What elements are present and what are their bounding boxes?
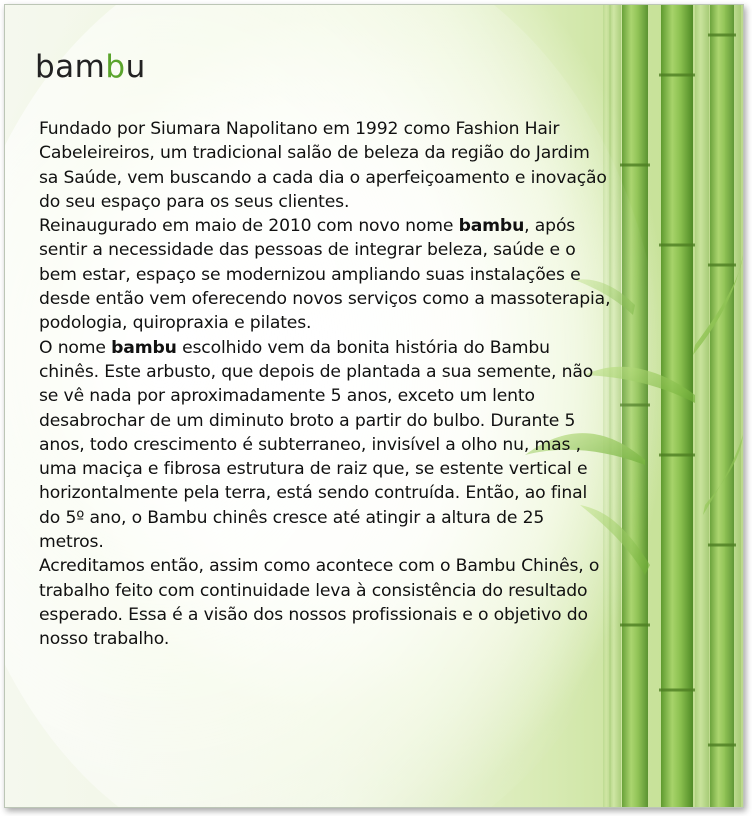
paragraph-3-brand: bambu (111, 337, 177, 358)
paragraph-3-text-start: O nome (39, 337, 112, 358)
paragraph-1-text: Fundado por Siumara Napolitano em 1992 como Fashion Hair Cabeleireiros, um tradicional salão de beleza da região do Jardim sa Saúde, vem buscando a cada dia o aperfeiçoamento e inovação do seu espaço para os seus clientes. (39, 119, 607, 212)
about-text (39, 117, 611, 652)
paragraph-4-text: Acreditamos então, assim como acontece com o Bambu Chinês, o trabalho feito com continuidade leva à consistência do resultado esperado. Essa é a visão dos nossos profissionais e o objetivo do nosso trabalho. (39, 556, 600, 650)
logo-text-prefix: bam (35, 49, 106, 85)
paragraph-history (39, 117, 611, 214)
paragraph-2-text-start: Reinaugurado em maio de 2010 com novo nome (39, 216, 459, 237)
paragraph-vision (39, 554, 611, 651)
paragraph-reopening (39, 214, 611, 335)
paragraph-2-text-end: , após sentir a necessidade das pessoas de integrar beleza, saúde e o bem estar, espaço se modernizou ampliando suas instalações e desde então vem oferecendo novos serviços como a massoterapia, podologia, quiropraxia e pilates. (39, 216, 611, 334)
logo-text-accent: b (105, 49, 126, 85)
bambu-logo (35, 49, 146, 85)
paragraph-3-text-end: escolhido vem da bonita história do Bambu chinês. Este arbusto, que depois de plantada a sua semente, não se vê nada por aproximadamente 5 anos, exceto um lento desabrochar de um diminuto broto a partir do bulbo. Durante 5 anos, todo crescimento é subterraneo, invisível a olho nu, mas , uma maciça e fibrosa estrutura de raiz que, se estente vertical e horizontalmente pela terra, está sendo contruída. Então, ao final do 5º ano, o Bambu chinês cresce até atingir a altura de 25 metros. (39, 337, 594, 553)
paragraph-2-brand: bambu (458, 216, 525, 237)
page-frame (4, 4, 744, 808)
logo-text-suffix: u (125, 49, 146, 85)
paragraph-name-story (39, 336, 611, 555)
